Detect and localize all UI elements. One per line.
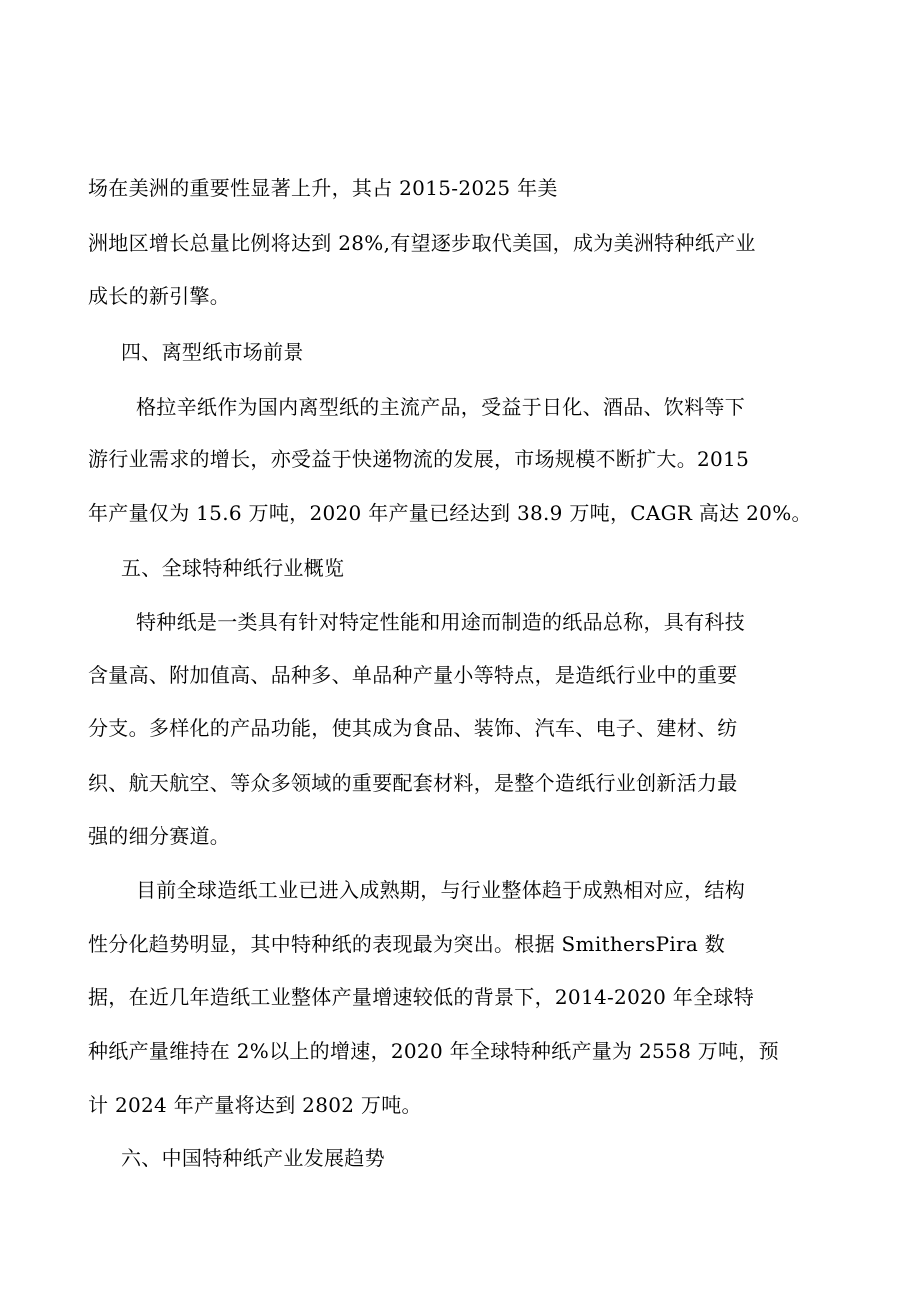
body-text-line: 成长的新引擎。: [88, 284, 231, 308]
body-text-line: 强的细分赛道。: [88, 824, 231, 848]
body-text-line: 分支。多样化的产品功能，使其成为食品、装饰、汽车、电子、建材、纺: [88, 716, 738, 740]
body-text-line: 性分化趋势明显，其中特种纸的表现最为突出。根据 SmithersPira 数: [88, 932, 726, 956]
body-text-line: 计 2024 年产量将达到 2802 万吨。: [88, 1093, 422, 1117]
section-heading: 六、中国特种纸产业发展趋势: [121, 1146, 385, 1170]
section-heading: 四、离型纸市场前景: [121, 340, 304, 364]
body-text-line: 据，在近几年造纸工业整体产量增速较低的背景下，2014-2020 年全球特: [88, 985, 755, 1009]
body-text-line: 年产量仅为 15.6 万吨，2020 年产量已经达到 38.9 万吨，CAGR 高达 20%。: [88, 501, 812, 525]
body-text-line: 洲地区增长总量比例将达到 28%,有望逐步取代美国，成为美洲特种纸产业: [88, 231, 756, 255]
body-text-line: 含量高、附加值高、品种多、单品种产量小等特点，是造纸行业中的重要: [88, 663, 738, 687]
section-heading: 五、全球特种纸行业概览: [121, 556, 345, 580]
body-text-line: 游行业需求的增长，亦受益于快递物流的发展，市场规模不断扩大。2015: [88, 447, 750, 471]
body-text-line: 格拉辛纸作为国内离型纸的主流产品，受益于日化、酒品、饮料等下: [136, 395, 745, 419]
body-text-line: 目前全球造纸工业已进入成熟期，与行业整体趋于成熟相对应，结构: [136, 878, 745, 902]
body-text-line: 织、航天航空、等众多领域的重要配套材料，是整个造纸行业创新活力最: [88, 771, 738, 795]
body-text-line: 种纸产量维持在 2%以上的增速，2020 年全球特种纸产量为 2558 万吨，预: [88, 1039, 779, 1063]
body-text-line: 特种纸是一类具有针对特定性能和用途而制造的纸品总称，具有科技: [136, 610, 745, 634]
body-text-line: 场在美洲的重要性显著上升，其占 2015-2025 年美: [88, 176, 558, 200]
